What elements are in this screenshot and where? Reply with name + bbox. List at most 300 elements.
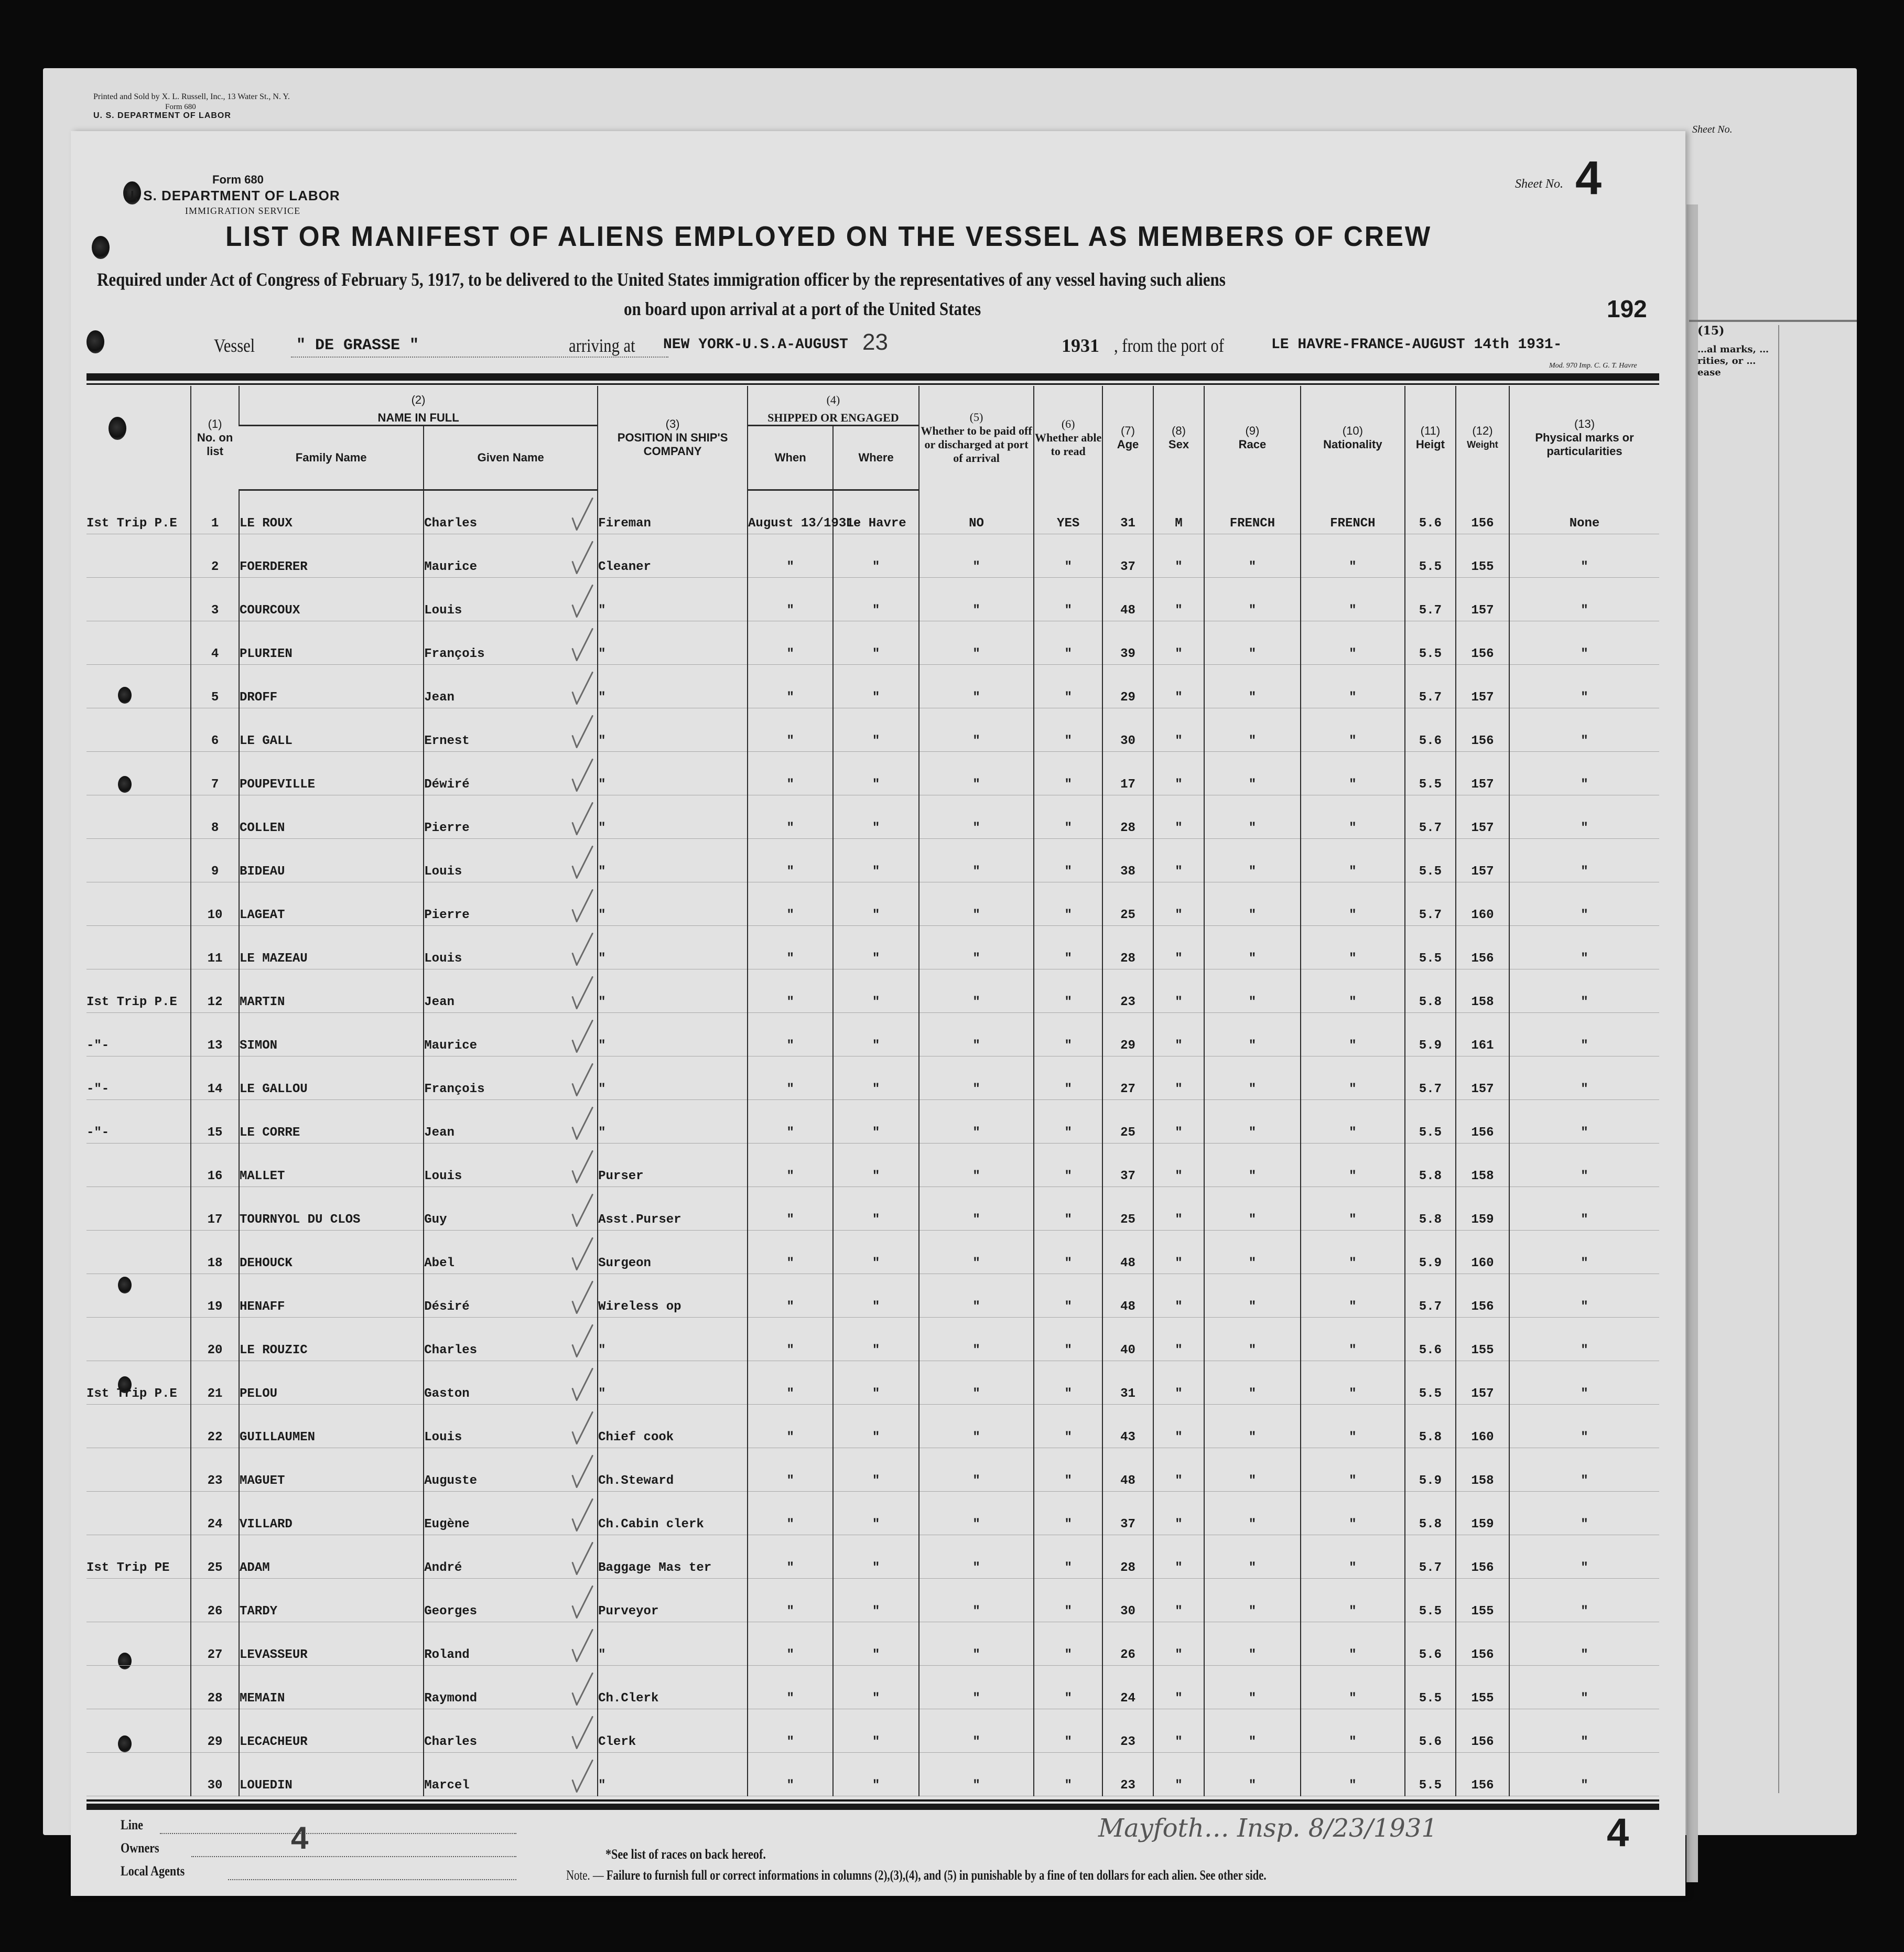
shipped-where-cell: "	[833, 1231, 918, 1274]
age-cell: 31	[1102, 490, 1153, 534]
family-name-cell: VILLARD	[239, 1492, 424, 1535]
given-name-cell: Jean	[424, 969, 598, 1013]
row-number-cell: 20	[191, 1318, 239, 1361]
height-cell: 5.5	[1405, 752, 1456, 795]
position-cell: "	[598, 578, 748, 621]
race-cell: "	[1204, 926, 1301, 969]
family-name-cell: LEVASSEUR	[239, 1622, 424, 1666]
race-cell: "	[1204, 578, 1301, 621]
nationality-cell: "	[1301, 1274, 1405, 1318]
row-number-cell: 23	[191, 1448, 239, 1492]
sex-cell: "	[1153, 795, 1204, 839]
weight-cell: 155	[1456, 1666, 1509, 1709]
nationality-cell: "	[1301, 1100, 1405, 1144]
row-number-cell: 26	[191, 1579, 239, 1622]
weight-cell: 156	[1456, 926, 1509, 969]
form-number: Form 680	[212, 173, 264, 186]
punch-hole	[92, 236, 110, 259]
nationality-cell: "	[1301, 1753, 1405, 1796]
weight-cell: 158	[1456, 969, 1509, 1013]
paid-off-cell: "	[919, 1709, 1034, 1753]
inspector-signature: Mayfoth… Insp. 8/23/1931	[1098, 1814, 1437, 1843]
nationality-cell: "	[1301, 1144, 1405, 1187]
punch-hole	[86, 330, 104, 353]
table-row	[86, 752, 1659, 795]
table-row	[86, 1579, 1659, 1622]
able-to-read-cell: "	[1034, 1622, 1102, 1666]
margin-note-cell: Ist Trip PE	[86, 1535, 191, 1579]
physical-marks-cell: "	[1509, 969, 1659, 1013]
given-name-cell: Georges	[424, 1579, 598, 1622]
margin-note-cell	[86, 1448, 191, 1492]
physical-marks-cell: "	[1509, 1100, 1659, 1144]
able-to-read-cell: "	[1034, 708, 1102, 752]
line-label: Line	[121, 1817, 143, 1832]
height-cell: 5.7	[1405, 1274, 1456, 1318]
margin-note-cell	[86, 1622, 191, 1666]
paid-off-cell: "	[919, 578, 1034, 621]
races-footnote: *See list of races on back hereof.	[605, 1847, 766, 1862]
col7-num: (7)	[1121, 424, 1135, 438]
margin-note-cell	[86, 1753, 191, 1796]
nationality-cell: "	[1301, 1666, 1405, 1709]
given-name-cell: Maurice	[424, 1013, 598, 1056]
sex-cell: "	[1153, 1361, 1204, 1405]
paid-off-cell: "	[919, 708, 1034, 752]
able-to-read-cell: "	[1034, 1405, 1102, 1448]
shipped-when-cell: "	[748, 1622, 833, 1666]
age-cell: 48	[1102, 1274, 1153, 1318]
col-weight-header	[1456, 386, 1509, 490]
sex-cell: "	[1153, 1231, 1204, 1274]
height-cell: 5.5	[1405, 1361, 1456, 1405]
family-name-cell: LE CORRE	[239, 1100, 424, 1144]
weight-cell: 160	[1456, 882, 1509, 926]
col-where-header: Where	[833, 426, 918, 490]
shipped-when-cell: "	[748, 1666, 833, 1709]
shipped-when-cell: "	[748, 621, 833, 665]
col3-num: (3)	[665, 417, 680, 431]
shipped-where-cell: "	[833, 1318, 918, 1361]
position-cell: "	[598, 1056, 748, 1100]
position-cell: Wireless op	[598, 1274, 748, 1318]
weight-cell: 156	[1456, 490, 1509, 534]
family-name-cell: TARDY	[239, 1579, 424, 1622]
race-cell: "	[1204, 882, 1301, 926]
physical-marks-cell: "	[1509, 926, 1659, 969]
race-cell: "	[1204, 795, 1301, 839]
nationality-cell: "	[1301, 1535, 1405, 1579]
race-cell: "	[1204, 1622, 1301, 1666]
race-cell: "	[1204, 1231, 1301, 1274]
age-cell: 23	[1102, 1753, 1153, 1796]
paid-off-cell: "	[919, 1231, 1034, 1274]
able-to-read-cell: YES	[1034, 490, 1102, 534]
col5-num: (5)	[969, 411, 983, 424]
col10-num: (10)	[1342, 424, 1363, 438]
margin-note-cell: Ist Trip P.E	[86, 1361, 191, 1405]
table-row	[86, 490, 1659, 534]
race-cell: "	[1204, 969, 1301, 1013]
position-cell: Purveyor	[598, 1579, 748, 1622]
given-name-cell: Guy	[424, 1187, 598, 1231]
row-number-cell: 15	[191, 1100, 239, 1144]
shipped-where-cell: "	[833, 1622, 918, 1666]
physical-marks-cell: "	[1509, 1056, 1659, 1100]
row-number-cell: 28	[191, 1666, 239, 1709]
sex-cell: "	[1153, 1753, 1204, 1796]
shipped-when-cell: "	[748, 1448, 833, 1492]
given-name-cell: Charles	[424, 490, 598, 534]
sex-cell: "	[1153, 926, 1204, 969]
margin-note-cell	[86, 1231, 191, 1274]
sex-cell: "	[1153, 1144, 1204, 1187]
shipped-when-cell: "	[748, 1492, 833, 1535]
shipped-where-cell: "	[833, 578, 918, 621]
shipped-when-cell: "	[748, 534, 833, 578]
weight-cell: 155	[1456, 534, 1509, 578]
sheet-number-bottom: 4	[1607, 1810, 1629, 1855]
sex-cell: "	[1153, 1187, 1204, 1231]
col5-label: Whether to be paid off or discharged at port of arrival	[921, 424, 1032, 465]
paid-off-cell: "	[919, 1013, 1034, 1056]
margin-note-cell	[86, 665, 191, 708]
physical-marks-cell: "	[1509, 795, 1659, 839]
age-cell: 37	[1102, 1144, 1153, 1187]
service-name: IMMIGRATION SERVICE	[185, 206, 301, 216]
shipped-where-cell: "	[833, 882, 918, 926]
nationality-cell: "	[1301, 1709, 1405, 1753]
height-cell: 5.6	[1405, 490, 1456, 534]
shipped-when-cell: "	[748, 1187, 833, 1231]
row-number-cell: 5	[191, 665, 239, 708]
col-read-header	[1034, 386, 1102, 490]
able-to-read-cell: "	[1034, 1144, 1102, 1187]
age-cell: 38	[1102, 839, 1153, 882]
back-sheet-divider	[1689, 320, 1857, 322]
family-name-cell: ADAM	[239, 1535, 424, 1579]
col-nationality-header	[1301, 386, 1405, 490]
able-to-read-cell: "	[1034, 1448, 1102, 1492]
able-to-read-cell: "	[1034, 882, 1102, 926]
note-prefix: Note. —	[566, 1868, 604, 1883]
sex-cell: "	[1153, 534, 1204, 578]
margin-note-cell	[86, 1318, 191, 1361]
shipped-where-cell: "	[833, 708, 918, 752]
physical-marks-cell: None	[1509, 490, 1659, 534]
age-cell: 25	[1102, 1100, 1153, 1144]
paid-off-cell: "	[919, 1535, 1034, 1579]
crew-rows	[86, 490, 1659, 1796]
arrival-port: NEW YORK-U.S.A-AUGUST	[663, 337, 848, 353]
family-name-cell: PLURIEN	[239, 621, 424, 665]
shipped-where-cell: "	[833, 665, 918, 708]
position-cell: "	[598, 1753, 748, 1796]
given-name-cell: Louis	[424, 839, 598, 882]
given-name-cell: Gaston	[424, 1361, 598, 1405]
age-cell: 48	[1102, 1231, 1153, 1274]
able-to-read-cell: "	[1034, 1013, 1102, 1056]
footer-rule-thin	[86, 1799, 1659, 1802]
shipped-where-cell: "	[833, 1535, 918, 1579]
nationality-cell: "	[1301, 708, 1405, 752]
paid-off-cell: "	[919, 1187, 1034, 1231]
sex-cell: "	[1153, 1622, 1204, 1666]
row-number-cell: 21	[191, 1361, 239, 1405]
race-cell: "	[1204, 752, 1301, 795]
local-agents-field[interactable]	[228, 1879, 516, 1880]
sex-cell: "	[1153, 1405, 1204, 1448]
table-row	[86, 534, 1659, 578]
shipped-where-cell: "	[833, 1100, 918, 1144]
family-name-cell: MALLET	[239, 1144, 424, 1187]
weight-cell: 156	[1456, 1622, 1509, 1666]
shipped-when-cell: "	[748, 1100, 833, 1144]
sex-cell: "	[1153, 1579, 1204, 1622]
vessel-name: " DE GRASSE "	[296, 337, 419, 354]
weight-cell: 157	[1456, 795, 1509, 839]
given-name-cell: Maurice	[424, 534, 598, 578]
height-cell: 5.5	[1405, 621, 1456, 665]
table-row	[86, 1361, 1659, 1405]
margin-note-cell	[86, 795, 191, 839]
shipped-where-cell: "	[833, 1144, 918, 1187]
col-sex-header	[1153, 386, 1204, 490]
age-cell: 30	[1102, 708, 1153, 752]
height-cell: 5.8	[1405, 1492, 1456, 1535]
shipped-where-cell: "	[833, 1448, 918, 1492]
table-row	[86, 926, 1659, 969]
height-cell: 5.5	[1405, 839, 1456, 882]
line-field[interactable]	[160, 1833, 516, 1834]
able-to-read-cell: "	[1034, 1709, 1102, 1753]
able-to-read-cell: "	[1034, 665, 1102, 708]
able-to-read-cell: "	[1034, 1535, 1102, 1579]
manifest-sheet	[71, 131, 1685, 1896]
shipped-when-cell: "	[748, 1361, 833, 1405]
table-row	[86, 1231, 1659, 1274]
legal-requirement-cont: on board upon arrival at a port of the United States	[624, 298, 981, 319]
physical-marks-cell: "	[1509, 1622, 1659, 1666]
table-row	[86, 708, 1659, 752]
weight-cell: 157	[1456, 1056, 1509, 1100]
row-number-cell: 14	[191, 1056, 239, 1100]
table-row	[86, 1274, 1659, 1318]
table-row	[86, 1709, 1659, 1753]
position-cell: Surgeon	[598, 1231, 748, 1274]
margin-note-cell	[86, 752, 191, 795]
position-cell: "	[598, 969, 748, 1013]
shipped-where-cell: "	[833, 1405, 918, 1448]
row-number-cell: 13	[191, 1013, 239, 1056]
family-name-cell: MARTIN	[239, 969, 424, 1013]
family-name-cell: POUPEVILLE	[239, 752, 424, 795]
row-number-cell: 29	[191, 1709, 239, 1753]
family-name-cell: PELOU	[239, 1361, 424, 1405]
race-cell: "	[1204, 1100, 1301, 1144]
nationality-cell: "	[1301, 534, 1405, 578]
shipped-where-cell: "	[833, 1579, 918, 1622]
physical-marks-cell: "	[1509, 708, 1659, 752]
row-number-cell: 25	[191, 1535, 239, 1579]
sex-cell: "	[1153, 621, 1204, 665]
nationality-cell: "	[1301, 1187, 1405, 1231]
sheet-number-label: Sheet No.	[1515, 177, 1563, 191]
weight-cell: 159	[1456, 1492, 1509, 1535]
shipped-when-cell: "	[748, 1056, 833, 1100]
paid-off-cell: "	[919, 1144, 1034, 1187]
position-cell: "	[598, 708, 748, 752]
age-cell: 23	[1102, 1709, 1153, 1753]
family-name-cell: TOURNYOL DU CLOS	[239, 1187, 424, 1231]
given-name-cell: Raymond	[424, 1666, 598, 1709]
table-row	[86, 1013, 1659, 1056]
shipped-where-cell: "	[833, 1666, 918, 1709]
row-number-cell: 2	[191, 534, 239, 578]
height-cell: 5.9	[1405, 1448, 1456, 1492]
margin-note-cell: Ist Trip P.E	[86, 969, 191, 1013]
weight-cell: 156	[1456, 1709, 1509, 1753]
weight-cell: 156	[1456, 1274, 1509, 1318]
col9-label: Race	[1238, 438, 1267, 451]
weight-cell: 156	[1456, 621, 1509, 665]
sex-cell: "	[1153, 882, 1204, 926]
race-cell: "	[1204, 1056, 1301, 1100]
row-number-cell: 30	[191, 1753, 239, 1796]
sex-cell: "	[1153, 1448, 1204, 1492]
race-cell: "	[1204, 534, 1301, 578]
margin-note-cell	[86, 1666, 191, 1709]
family-name-cell: DEHOUCK	[239, 1231, 424, 1274]
position-cell: Ch.Cabin clerk	[598, 1492, 748, 1535]
paid-off-cell: "	[919, 882, 1034, 926]
race-cell: "	[1204, 1709, 1301, 1753]
able-to-read-cell: "	[1034, 578, 1102, 621]
given-name-cell: Louis	[424, 1405, 598, 1448]
rule-thick	[86, 373, 1659, 381]
sex-cell: "	[1153, 1274, 1204, 1318]
col11-label: Heigt	[1415, 438, 1445, 451]
position-cell: Clerk	[598, 1709, 748, 1753]
age-cell: 37	[1102, 1492, 1153, 1535]
sex-cell: "	[1153, 969, 1204, 1013]
age-cell: 23	[1102, 969, 1153, 1013]
family-name-cell: FOERDERER	[239, 534, 424, 578]
nationality-cell: "	[1301, 621, 1405, 665]
shipped-when-cell: "	[748, 882, 833, 926]
table-row	[86, 1405, 1659, 1448]
age-cell: 24	[1102, 1666, 1153, 1709]
table-row	[86, 882, 1659, 926]
position-cell: Ch.Clerk	[598, 1666, 748, 1709]
height-cell: 5.7	[1405, 665, 1456, 708]
shipped-when-cell: "	[748, 1144, 833, 1187]
position-cell: Ch.Steward	[598, 1448, 748, 1492]
owners-field[interactable]	[191, 1856, 516, 1857]
race-cell: "	[1204, 1448, 1301, 1492]
col-height-header	[1405, 386, 1456, 490]
printer-mark: Mod. 970 Imp. C. G. T. Havre	[1549, 362, 1637, 370]
shipped-where-cell: "	[833, 1187, 918, 1231]
col8-num: (8)	[1172, 424, 1186, 438]
position-cell: Chief cook	[598, 1405, 748, 1448]
nationality-cell: "	[1301, 969, 1405, 1013]
shipped-when-cell: August 13/1931-	[748, 490, 833, 534]
position-cell: "	[598, 1100, 748, 1144]
sex-cell: "	[1153, 1709, 1204, 1753]
given-name-cell: Charles	[424, 1318, 598, 1361]
physical-marks-cell: "	[1509, 882, 1659, 926]
row-number-cell: 9	[191, 839, 239, 882]
position-cell: "	[598, 926, 748, 969]
family-name-cell: LECACHEUR	[239, 1709, 424, 1753]
departure-label: , from the port of	[1114, 335, 1224, 356]
height-cell: 5.5	[1405, 1666, 1456, 1709]
height-cell: 5.5	[1405, 1579, 1456, 1622]
physical-marks-cell: "	[1509, 1361, 1659, 1405]
race-cell: "	[1204, 1361, 1301, 1405]
age-cell: 25	[1102, 1187, 1153, 1231]
paid-off-cell: "	[919, 1100, 1034, 1144]
table-row	[86, 1100, 1659, 1144]
weight-cell: 157	[1456, 752, 1509, 795]
age-cell: 48	[1102, 1448, 1153, 1492]
shipped-where-cell: "	[833, 795, 918, 839]
given-name-cell: Auguste	[424, 1448, 598, 1492]
nationality-cell: "	[1301, 1579, 1405, 1622]
sex-cell: "	[1153, 1666, 1204, 1709]
given-name-cell: Charles	[424, 1709, 598, 1753]
physical-marks-cell: "	[1509, 534, 1659, 578]
margin-note-cell	[86, 1709, 191, 1753]
given-name-cell: Louis	[424, 578, 598, 621]
height-cell: 5.7	[1405, 1535, 1456, 1579]
col12-num: (12)	[1472, 424, 1493, 438]
nationality-cell: "	[1301, 1361, 1405, 1405]
table-row	[86, 1318, 1659, 1361]
physical-marks-cell: "	[1509, 839, 1659, 882]
position-cell: "	[598, 882, 748, 926]
age-cell: 17	[1102, 752, 1153, 795]
back-sheet-label: Sheet No.	[1692, 124, 1733, 135]
nationality-cell: "	[1301, 839, 1405, 882]
shipped-where-cell: Le Havre	[833, 490, 918, 534]
family-name-cell: LE GALLOU	[239, 1056, 424, 1100]
table-row	[86, 1448, 1659, 1492]
position-cell: "	[598, 795, 748, 839]
col11-num: (11)	[1420, 424, 1441, 438]
age-cell: 28	[1102, 926, 1153, 969]
col1-num: (1)	[208, 417, 222, 431]
weight-cell: 156	[1456, 1535, 1509, 1579]
margin-note-cell: -"-	[86, 1056, 191, 1100]
shipped-when-cell: "	[748, 1535, 833, 1579]
col12-label: Weight	[1467, 439, 1498, 450]
given-name-cell: Marcel	[424, 1753, 598, 1796]
nationality-cell: "	[1301, 882, 1405, 926]
col10-label: Nationality	[1323, 438, 1382, 451]
table-row	[86, 578, 1659, 621]
physical-marks-cell: "	[1509, 1579, 1659, 1622]
col3-label: POSITION IN SHIP'S COMPANY	[617, 431, 728, 458]
family-name-cell: HENAFF	[239, 1274, 424, 1318]
paid-off-cell: "	[919, 534, 1034, 578]
position-cell: Baggage Mas ter	[598, 1535, 748, 1579]
nationality-cell: "	[1301, 1492, 1405, 1535]
position-cell: "	[598, 1318, 748, 1361]
shipped-where-cell: "	[833, 621, 918, 665]
family-name-cell: BIDEAU	[239, 839, 424, 882]
